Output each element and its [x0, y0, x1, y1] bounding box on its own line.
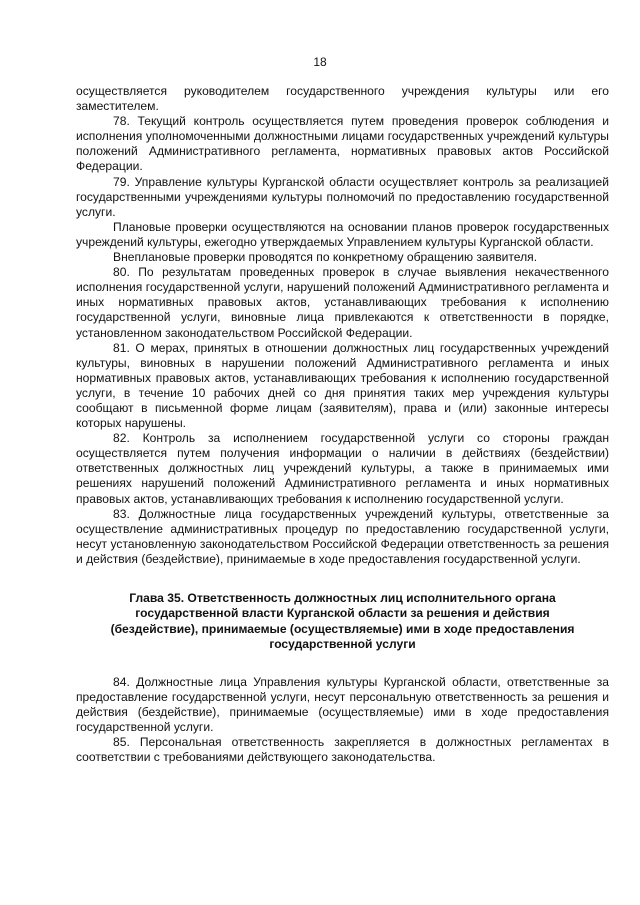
paragraphs-after-heading — [76, 675, 609, 766]
page-number: 18 — [313, 55, 327, 69]
paragraph: Плановые проверки осуществляются на основании планов проверок государственных учреждений культуры, ежегодно утверждаемых Управлением культуры Курганской области. — [76, 219, 609, 249]
paragraph: 80. По результатам проведенных проверок в случае выявления некачественного исполнения государственной услуги, нарушений положений Административного регламента и иных нормативных правовых актов, устанавливающих требования к исполнению государственной услуги, виновные лица привлекаются к ответственности в порядке, установленном законодательством Российской Федерации. — [76, 265, 609, 340]
paragraph: Внеплановые проверки проводятся по конкретному обращению заявителя. — [113, 250, 538, 265]
paragraph: 79. Управление культуры Курганской области осуществляет контроль за реализацией государственными учреждениями культуры полномочий по предоставлению государственной услуги. — [76, 174, 609, 219]
paragraphs-before-heading — [76, 84, 609, 567]
document-body — [76, 84, 609, 765]
paragraph: 81. О мерах, принятых в отношении должностных лиц государственных учреждений культуры, виновных в нарушении положений Административного регламента и иных нормативных правовых актов, устанавливающих требования к исполнению государственной услуги, в течение 10 рабочих дней со дня принятия таких мер учреждения культуры сообщают в письменной форме лицам (заявителям), права и (или) законные интересы которых нарушены. — [76, 340, 609, 431]
chapter-heading: Глава 35. Ответственность должностных лиц исполнительного органа государственной власти Курганской области за решения и действия (бездействие), принимаемые (осуществляемые) ими в ходе предоставления государственной услуги — [110, 591, 575, 652]
paragraph: 82. Контроль за исполнением государственной услуги со стороны граждан осуществляется путем получения информации о наличии в действиях (бездействии) ответственных должностных лиц учреждений культуры, а также в принимаемых ими решениях нарушений положений Административного регламента и иных нормативных правовых актов, устанавливающих требования к исполнению государственной услуги. — [76, 431, 609, 506]
paragraph: 78. Текущий контроль осуществляется путем проведения проверок соблюдения и исполнения уполномоченными должностными лицами государственных учреждений культуры положений Административного регламента, нормативных правовых актов Российской Федерации. — [76, 114, 609, 174]
paragraph: осуществляется руководителем государственного учреждения культуры или его заместителем. — [76, 84, 609, 114]
paragraph: 85. Персональная ответственность закрепляется в должностных регламентах в соответствии с требованиями действующего законодательства. — [76, 735, 609, 765]
paragraph: 84. Должностные лица Управления культуры Курганской области, ответственные за предоставление государственной услуги, несут персональную ответственность за решения и действия (бездействие), принимаемые (осуществляемые) ими в ходе предоставления государственной услуги. — [76, 674, 609, 734]
paragraph: 83. Должностные лица государственных учреждений культуры, ответственные за осуществление административных процедур по предоставлению государственной услуги, несут установленную законодательством Российской Федерации ответственность за решения и действия (бездействие), принимаемые в ходе предоставления государственной услуги. — [76, 506, 609, 566]
